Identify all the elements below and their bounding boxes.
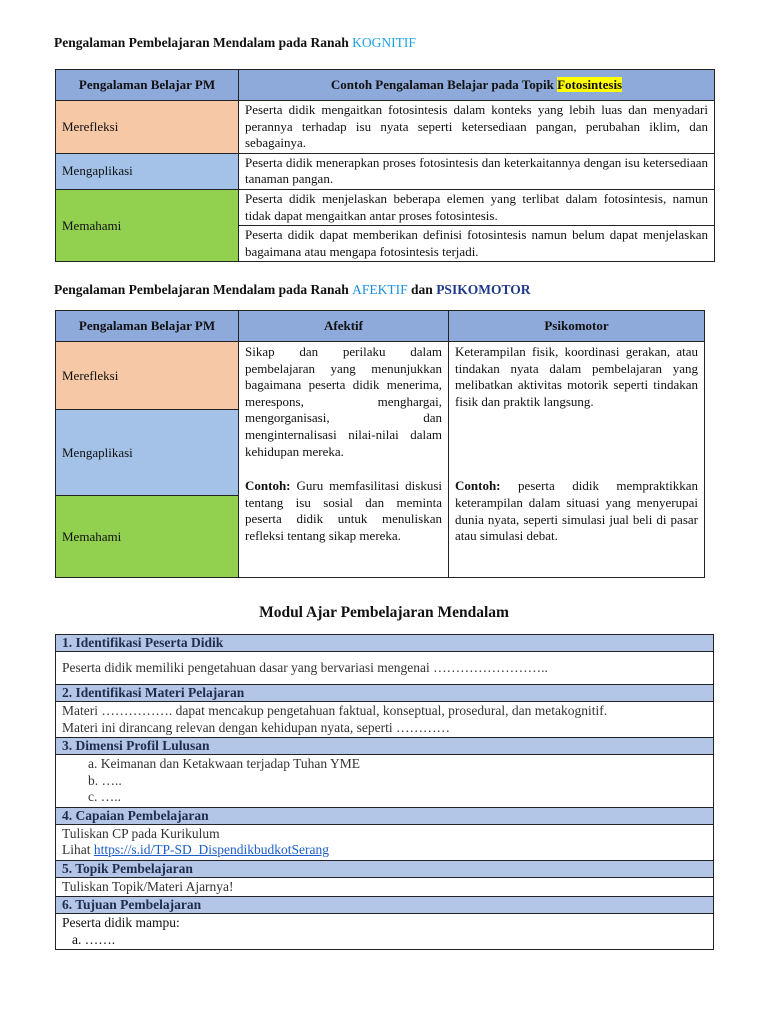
heading-afektif-prefix: Pengalaman Pembelajaran Mendalam pada Ranah [54,282,353,297]
table2-header-psikomotor: Psikomotor [449,311,705,342]
table-kognitif-header-topic: Fotosintesis [557,77,623,92]
modul-section-1-body: Peserta didik memiliki pengetahuan dasar yang bervariasi mengenai …………………….. [56,652,714,685]
heading-afektif-joiner: dan [407,282,437,297]
table2-psikomotor-example-label: Contoh: [455,478,501,494]
modul-section-3-body [56,755,714,808]
modul-section-4-title: 4. Capaian Pembelajaran [56,807,714,824]
modul-section-2-body [56,702,714,738]
modul-section-2-line-1: Materi ……………. dapat mencakup pengetahuan faktual, konseptual, prosedural, dan metakognitif. [62,703,608,718]
table2-header-pm: Pengalaman Belajar PM [56,311,239,342]
table2-afektif-cell [239,342,449,578]
heading-kognitif-domain: KOGNITIF [352,35,416,50]
modul-section-5-body: Tuliskan Topik/Materi Ajarnya! [56,877,714,897]
heading-kognitif [54,35,416,51]
modul-section-4-line-2 [62,842,707,859]
modul-section-3-item-b: b. ….. [88,772,122,788]
modul-section-3-title: 3. Dimensi Profil Lulusan [56,738,714,755]
table2-psikomotor-example [455,478,698,544]
table-kognitif-header-contoh [239,70,715,101]
modul-cp-link[interactable]: https://s.id/TP-SD_DispendikbudkotSerang [93,842,330,857]
table2-header-afektif: Afektif [239,311,449,342]
table2-afektif-example-text: Guru memfasilitasi diskusi tentang isu sosial dan meminta peserta didik untuk menuliskan refleksi tentang sikap mereka. [245,478,442,543]
modul-section-6-line-1: Peserta didik mampu: [62,915,180,930]
table2-afektif-example [245,478,442,544]
table-kognitif-text-memahami-1: Peserta didik menjelaskan beberapa elemen yang terlibat dalam fotosintesis, namun tidak dapat mengaitkan antar proses fotosintesis. [239,189,715,225]
table-kognitif-text-mengaplikasi: Peserta didik menerapkan proses fotosintesis dan keterkaitannya dengan isu ketersediaan tanaman pangan. [239,153,715,189]
table-kognitif-label-merefleksi: Merefleksi [56,101,239,154]
modul-section-4-link-prefix: Lihat [62,842,94,857]
table-kognitif-text-memahami-2: Peserta didik dapat memberikan definisi fotosintesis namun belum dapat menjelaskan bagaimana atau mengapa fotosintesis terjadi. [239,226,715,262]
modul-section-4-line-1: Tuliskan CP pada Kurikulum [62,825,220,841]
table-kognitif-header-pm: Pengalaman Belajar PM [56,70,239,101]
modul-section-2-title: 2. Identifikasi Materi Pelajaran [56,685,714,702]
modul-section-3-list [62,756,707,806]
table2-label-memahami: Memahami [56,496,239,578]
table-kognitif-label-mengaplikasi: Mengaplikasi [56,153,239,189]
table-kognitif-label-memahami: Memahami [56,189,239,261]
table2-psikomotor-definition: Keterampilan fisik, koordinasi gerakan, atau tindakan nyata dalam pembelajaran yang melibatkan aktivitas motorik seperti tindakan fisik dan praktik langsung. [455,344,698,409]
heading-kognitif-prefix: Pengalaman Pembelajaran Mendalam pada Ranah [54,35,353,50]
table2-afektif-definition: Sikap dan perilaku dalam pembelajaran yang menunjukkan bagaimana peserta didik menerima, merespons, menghargai, mengorganisasi, dan menginternalisasi nilai-nilai dalam kehidupan mereka. [245,344,442,459]
table2-afektif-example-label: Contoh: [245,478,291,494]
modul-section-4-body [56,824,714,860]
modul-section-5-title: 5. Topik Pembelajaran [56,860,714,877]
table2-psikomotor-cell [449,342,705,578]
table-kognitif-text-merefleksi: Peserta didik mengaitkan fotosintesis dalam konteks yang lebih luas dan menyadari perannya terhadap isu nyata seperti ketersediaan pangan, perubahan iklim, dan sebagainya. [239,101,715,154]
heading-afektif-psikomotor [54,282,530,298]
table-afektif-psikomotor [55,310,705,578]
table-kognitif [55,69,715,262]
heading-afektif-domain: AFEKTIF [352,282,408,297]
modul-section-6-item-a: a. ……. [72,931,116,947]
modul-table [55,634,714,950]
table2-psikomotor-example-text: peserta didik mempraktikkan keterampilan dalam situasi yang menyerupai dunia nyata, seperti simulasi jual beli di pasar atau simulasi debat. [455,478,698,544]
modul-section-6-body [56,914,714,950]
table-kognitif-header-contoh-prefix: Contoh Pengalaman Belajar pada Topik [330,77,558,92]
table2-label-mengaplikasi: Mengaplikasi [56,410,239,496]
modul-title: Modul Ajar Pembelajaran Mendalam [259,604,509,621]
modul-section-1-title: 1. Identifikasi Peserta Didik [56,635,714,652]
modul-section-6-title: 6. Tujuan Pembelajaran [56,897,714,914]
heading-psikomotor-domain: PSIKOMOTOR [436,282,531,297]
modul-section-3-item-a: a. Keimanan dan Ketakwaan terjadap Tuhan YME [88,756,361,771]
modul-section-3-item-c: c. ….. [88,789,121,804]
table2-label-merefleksi: Merefleksi [56,342,239,410]
modul-section-2-line-2: Materi ini dirancang relevan dengan kehidupan nyata, seperti ………… [62,719,450,735]
